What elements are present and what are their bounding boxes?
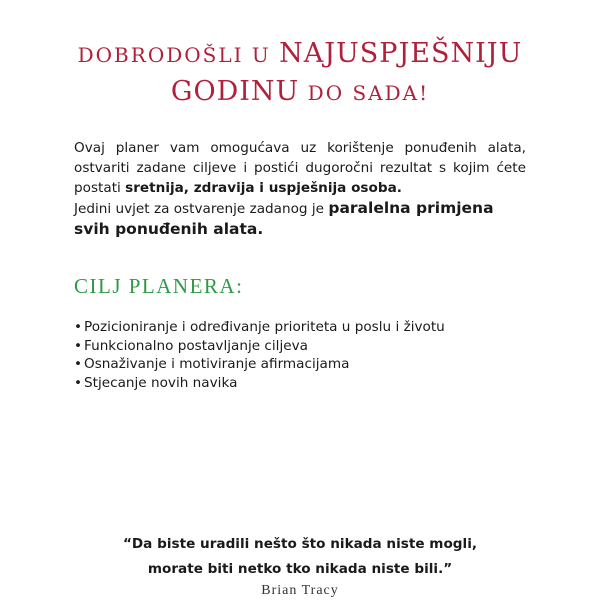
list-item xyxy=(74,318,526,337)
bullet-icon: • xyxy=(74,356,83,372)
intro-paragraph-1 xyxy=(74,138,526,198)
intro-p2-bold: paralelna primjena svih ponuđenih alata. xyxy=(74,199,494,238)
title-line-2 xyxy=(0,72,600,110)
intro-text xyxy=(74,138,526,240)
bullet-icon: • xyxy=(74,337,83,354)
quote xyxy=(0,532,600,582)
goal-text: Funkcionalno postavljanje ciljeva xyxy=(84,337,308,354)
title-line-1 xyxy=(0,34,600,72)
title-most-successful: NAJUSPJEŠNIJU xyxy=(279,38,523,69)
goal-text: Osnaživanje i motiviranje afirmacijama xyxy=(84,356,350,372)
intro-p2-text: Jedini uvjet za ostvarenje zadanog je xyxy=(74,201,329,217)
intro-p1-bold: sretnija, zdravija i uspješnija osoba. xyxy=(125,180,402,196)
list-item xyxy=(74,355,526,374)
intro-paragraph-2 xyxy=(74,198,526,240)
intro-p1-text: Ovaj planer vam omogućava uz korištenje ponuđenih alata, ostvariti zadane ciljeve i postići dugoročni rezultat s kojim ćete postati xyxy=(74,140,526,196)
section-title-goals: CILJ PLANERA: xyxy=(74,274,244,298)
list-item xyxy=(74,374,526,393)
bullet-icon: • xyxy=(74,374,83,391)
goal-text: Pozicioniranje i određivanje prioriteta u poslu i životu xyxy=(84,319,445,335)
goal-text: Stjecanje novih navika xyxy=(84,374,238,391)
quote-line-2: morate biti netko tko nikada niste bili.” xyxy=(147,561,453,577)
list-item xyxy=(74,337,526,356)
bullet-icon: • xyxy=(74,319,83,335)
title-welcome: DOBRODOŠLI U xyxy=(77,43,280,67)
quote-author: Brian Tracy xyxy=(261,583,339,598)
page-title xyxy=(0,34,600,110)
quote-line-1: “Da biste uradili nešto što nikada niste mogli, xyxy=(122,536,478,552)
goals-list xyxy=(74,318,526,392)
title-year: GODINU xyxy=(170,76,300,107)
title-so-far: DO SADA! xyxy=(299,81,430,105)
